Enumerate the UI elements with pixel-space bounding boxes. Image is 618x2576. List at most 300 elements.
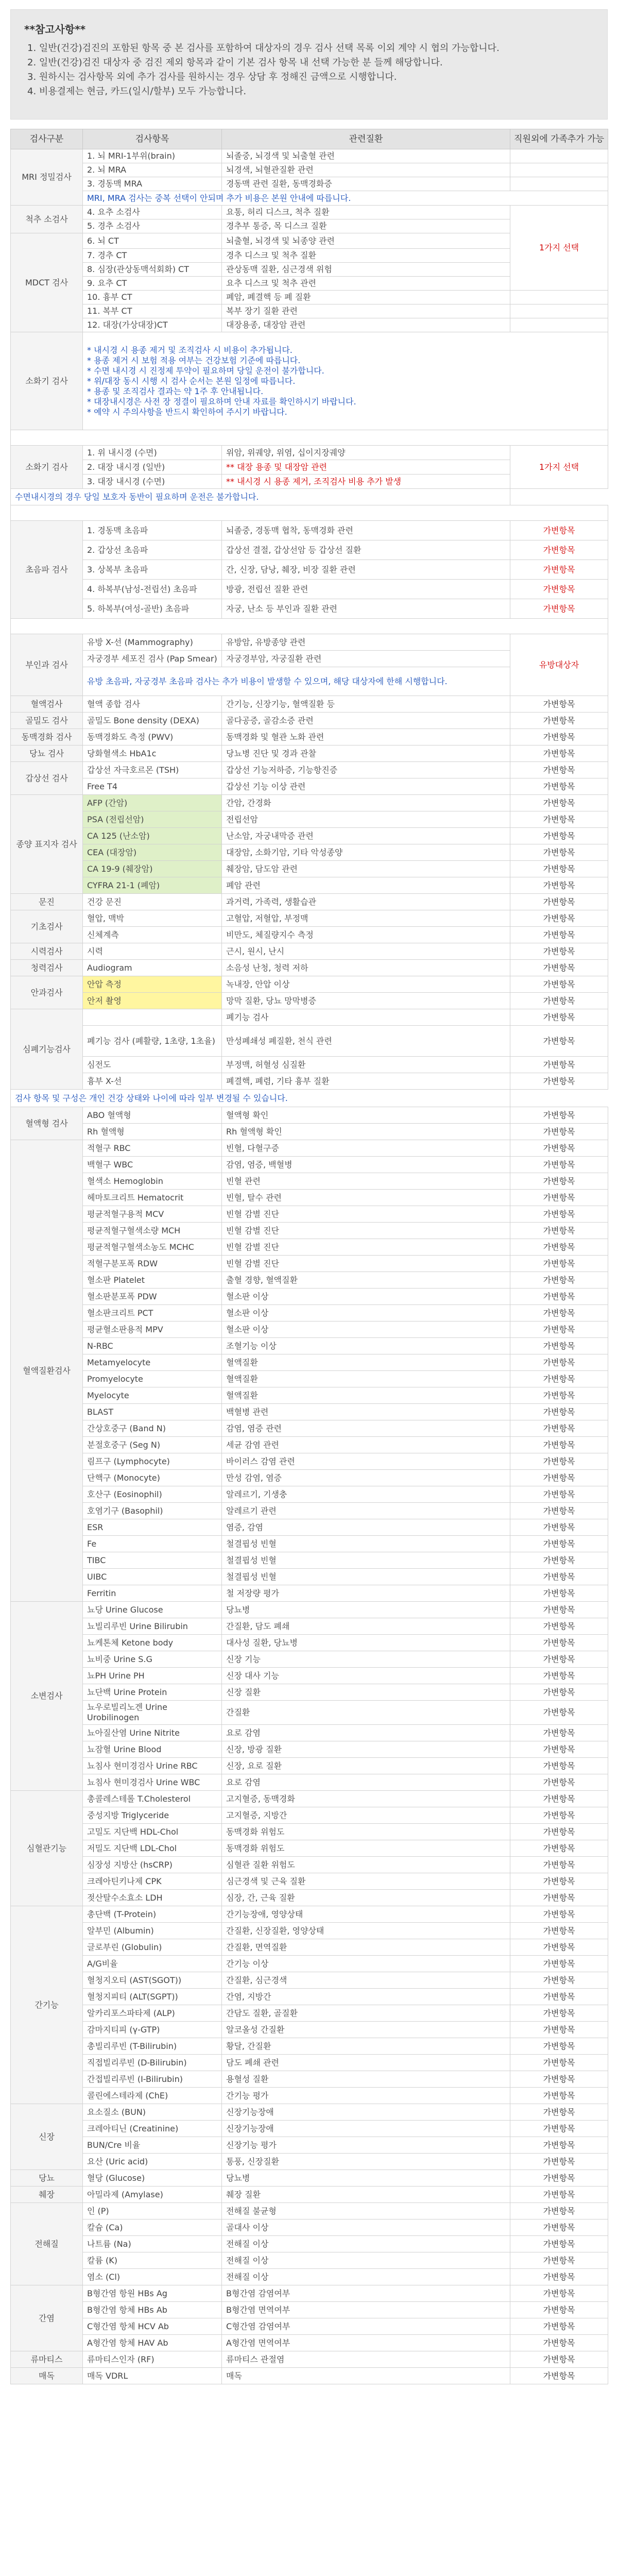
related-cell: 요통, 허리 디스크, 척추 질환 [222, 206, 510, 219]
item-cell: 아밀라제 (Amylase) [83, 2187, 222, 2203]
item-cell: Myelocyte [83, 1387, 222, 1404]
related-cell: 매독 [222, 2368, 510, 2384]
item-cell: 시력 [83, 943, 222, 960]
table-row [11, 1956, 608, 1972]
table-note: 유방 초음파, 자궁경부 초음파 검사는 추가 비용이 발생할 수 있으며, 해당 대상자에 한해 시행합니다. [83, 667, 510, 696]
item-cell: N-RBC [83, 1338, 222, 1354]
related-cell: 담도 폐쇄 관련 [222, 2055, 510, 2071]
table-row [11, 1289, 608, 1305]
extra-cell: 가변항목 [510, 1107, 608, 1124]
category-cell: 당뇨 [11, 2170, 83, 2187]
category-cell: 신장 [11, 2104, 83, 2170]
item-cell: 평균적혈구혈색소농도 MCHC [83, 1239, 222, 1256]
related-cell: 간질환, 면역질환 [222, 1939, 510, 1956]
notes-list [24, 41, 594, 99]
table-row [11, 560, 608, 580]
related-cell: 간질환 [222, 1701, 510, 1725]
related-cell: 신장, 요로 질환 [222, 1758, 510, 1774]
related-cell: 심근경색 및 근육 질환 [222, 1873, 510, 1890]
extra-cell: 가변항목 [510, 1774, 608, 1791]
item-cell: ABO 혈액형 [83, 1107, 222, 1124]
related-cell: ** 대장 용종 및 대장암 관련 [222, 460, 510, 474]
item-cell: CEA (대장암) [83, 844, 222, 861]
table-row [11, 2302, 608, 2318]
item-cell: 칼슘 (Ca) [83, 2219, 222, 2236]
note-row [11, 1090, 608, 1107]
spacer [11, 430, 608, 446]
extra-cell: 가변항목 [510, 560, 608, 580]
related-cell: 동맥경화 및 혈관 노화 관련 [222, 729, 510, 745]
item-cell: 요소질소 (BUN) [83, 2104, 222, 2121]
category-cell: MRI 정밀검사 [11, 149, 83, 206]
table-row [11, 1124, 608, 1140]
related-cell: 감염, 염증 관련 [222, 1420, 510, 1437]
related-cell: 혈액질환 [222, 1387, 510, 1404]
related-cell: 갑상선 기능 이상 관련 [222, 778, 510, 795]
related-cell: 류마티스 관절염 [222, 2351, 510, 2368]
item-cell: 1. 경동맥 초음파 [83, 521, 222, 540]
related-cell: 신장 기능 [222, 1651, 510, 1668]
related-cell: 요로 감염 [222, 1774, 510, 1791]
extra-cell: 가변항목 [510, 2368, 608, 2384]
item-cell: 혈색소 Hemoglobin [83, 1173, 222, 1190]
table-row [11, 1635, 608, 1651]
extra-cell: 가변항목 [510, 1453, 608, 1470]
spacer [11, 505, 608, 521]
related-cell: 난소암, 자궁내막증 관련 [222, 828, 510, 844]
item-cell: 4. 하복부(남성-전립선) 초음파 [83, 580, 222, 599]
item-cell: A형간염 항체 HAV Ab [83, 2335, 222, 2351]
category-cell: 매독 [11, 2368, 83, 2384]
extra-cell: 가변항목 [510, 976, 608, 993]
extra-cell: 가변항목 [510, 762, 608, 778]
related-cell: 대장용종, 대장암 관련 [222, 318, 510, 332]
related-cell: 간암, 간경화 [222, 795, 510, 811]
item-cell: 심전도 [83, 1057, 222, 1073]
extra-cell: 가변항목 [510, 2022, 608, 2038]
category-cell: 간염 [11, 2285, 83, 2351]
table-row [11, 1684, 608, 1701]
header-related: 관련질환 [222, 129, 510, 149]
item-cell: 단핵구 (Monocyte) [83, 1470, 222, 1486]
related-cell: 뇌졸중, 경동맥 협착, 동맥경화 관련 [222, 521, 510, 540]
extra-cell: 가변항목 [510, 2104, 608, 2121]
category-cell: 심혈관기능 [11, 1791, 83, 1906]
related-cell: C형간염 감염여부 [222, 2318, 510, 2335]
table-row [11, 2022, 608, 2038]
table-row [11, 1420, 608, 1437]
item-cell: 크레아티닌 (Creatinine) [83, 2121, 222, 2137]
related-cell: 간기능 평가 [222, 2088, 510, 2104]
extra-cell: 가변항목 [510, 1305, 608, 1321]
item-cell: 뇨잠혈 Urine Blood [83, 1741, 222, 1758]
category-cell: 소화기 검사 [11, 332, 83, 430]
item-cell: 뇨침사 현미경검사 Urine WBC [83, 1774, 222, 1791]
item-cell: 나트륨 (Na) [83, 2236, 222, 2252]
related-cell: 뇌출혈, 뇌경색 및 뇌종양 관련 [222, 233, 510, 249]
extra-cell: 가변항목 [510, 1387, 608, 1404]
table-row [11, 1668, 608, 1684]
related-cell: 간, 신장, 담낭, 췌장, 비장 질환 관련 [222, 560, 510, 580]
extra-cell: 가변항목 [510, 1758, 608, 1774]
table-row [11, 1569, 608, 1585]
table-row [11, 877, 608, 894]
table-row [11, 2170, 608, 2187]
item-cell: 크레아틴키나제 CPK [83, 1873, 222, 1890]
extra-cell: 가변항목 [510, 1840, 608, 1857]
item-cell: Free T4 [83, 778, 222, 795]
related-cell: 혈액질환 [222, 1371, 510, 1387]
extra-cell: 가변항목 [510, 1552, 608, 1569]
item-cell: 3. 대장 내시경 (수면) [83, 474, 222, 489]
table-row [11, 177, 608, 191]
related-cell: 조혈기능 이상 [222, 1338, 510, 1354]
related-cell: 고혈압, 저혈압, 부정맥 [222, 910, 510, 927]
related-cell: Rh 혈액형 확인 [222, 1124, 510, 1140]
table-row [11, 1519, 608, 1536]
table-row [11, 149, 608, 163]
extra-cell [510, 291, 608, 304]
table-row [11, 2219, 608, 2236]
related-cell: 신장기능장애 [222, 2121, 510, 2137]
item-cell: A/G비율 [83, 1956, 222, 1972]
item-cell: 유방 X-선 (Mammography) [83, 634, 222, 651]
category-cell: 척추 소검사 [11, 206, 83, 233]
extra-cell: 가변항목 [510, 877, 608, 894]
related-cell: 간질환, 심근경색 [222, 1972, 510, 1989]
table-row [11, 2269, 608, 2285]
table-row [11, 304, 608, 318]
item-cell: 10. 흉부 CT [83, 291, 222, 304]
table-row [11, 1026, 608, 1057]
extra-cell: 가변항목 [510, 729, 608, 745]
category-cell: 골밀도 검사 [11, 713, 83, 729]
table-row [11, 1503, 608, 1519]
table-row [11, 1387, 608, 1404]
item-cell: 총콜레스테롤 T.Cholesterol [83, 1791, 222, 1807]
item-cell: B형간염 항체 HBs Ab [83, 2302, 222, 2318]
table-row [11, 1585, 608, 1602]
related-cell: 폐결핵, 폐렴, 기타 흉부 질환 [222, 1073, 510, 1090]
category-cell: 시력검사 [11, 943, 83, 960]
related-cell: 고지혈증, 지방간 [222, 1807, 510, 1824]
table-row [11, 861, 608, 877]
extra-cell [510, 177, 608, 191]
table-row [11, 1701, 608, 1725]
item-cell: 8. 심장(관상동맥석회화) CT [83, 263, 222, 277]
extra-cell: 가변항목 [510, 828, 608, 844]
category-cell: 동맥경화 검사 [11, 729, 83, 745]
extra-cell: 가변항목 [510, 1009, 608, 1026]
related-cell: 혈소판 이상 [222, 1321, 510, 1338]
extra-cell: 가변항목 [510, 2154, 608, 2170]
table-row [11, 2088, 608, 2104]
table-row [11, 2071, 608, 2088]
extra-cell: 가변항목 [510, 1989, 608, 2005]
related-cell: 혈소판 이상 [222, 1289, 510, 1305]
table-row [11, 1741, 608, 1758]
extra-cell [510, 149, 608, 163]
extra-cell: 가변항목 [510, 2137, 608, 2154]
table-row [11, 1321, 608, 1338]
related-cell: 철 저장량 평가 [222, 1585, 510, 1602]
related-cell: 동맥경화 위험도 [222, 1840, 510, 1857]
table-row [11, 1906, 608, 1923]
item-cell: Audiogram [83, 960, 222, 976]
extra-cell: 가변항목 [510, 2121, 608, 2137]
extra-cell: 가변항목 [510, 1289, 608, 1305]
extra-cell: 가변항목 [510, 1857, 608, 1873]
table-row [11, 1371, 608, 1387]
item-cell: 뇨비중 Urine S.G [83, 1651, 222, 1668]
table-row [11, 2203, 608, 2219]
table-row [11, 163, 608, 177]
table-row [11, 1073, 608, 1090]
item-cell: 흉부 X-선 [83, 1073, 222, 1090]
extra-cell: 가변항목 [510, 1906, 608, 1923]
category-cell: 청력검사 [11, 960, 83, 976]
item-cell: 매독 VDRL [83, 2368, 222, 2384]
extra-cell: 가변항목 [510, 993, 608, 1009]
extra-cell: 가변항목 [510, 1569, 608, 1585]
category-cell: 전해질 [11, 2203, 83, 2285]
extra-cell: 1가지 선택 [510, 206, 608, 291]
item-cell: 혈소판 Platelet [83, 1272, 222, 1289]
item-cell: 적혈구 RBC [83, 1140, 222, 1157]
header-category: 검사구분 [11, 129, 83, 149]
related-cell: 빈혈, 다혈구증 [222, 1140, 510, 1157]
item-cell: Ferritin [83, 1585, 222, 1602]
item-cell: 백혈구 WBC [83, 1157, 222, 1173]
item-cell: 뇨아질산염 Urine Nitrite [83, 1725, 222, 1741]
related-cell: 간담도 질환, 골질환 [222, 2005, 510, 2022]
table-row [11, 1437, 608, 1453]
related-cell: 망막 질환, 당뇨 망막병증 [222, 993, 510, 1009]
table-row [11, 1453, 608, 1470]
related-cell: 췌장암, 담도암 관련 [222, 861, 510, 877]
extra-cell: 가변항목 [510, 1140, 608, 1157]
table-row [11, 828, 608, 844]
related-cell: 경추 디스크 및 척추 질환 [222, 249, 510, 263]
extra-cell: 가변항목 [510, 1173, 608, 1190]
item-cell: Rh 혈액형 [83, 1124, 222, 1140]
related-cell: 비만도, 체질량지수 측정 [222, 927, 510, 943]
table-row [11, 713, 608, 729]
category-cell: 류마티스 [11, 2351, 83, 2368]
extra-cell: 가변항목 [510, 910, 608, 927]
category-cell: 종양 표지자 검사 [11, 795, 83, 894]
extra-cell: 가변항목 [510, 1354, 608, 1371]
related-cell: 대사성 질환, 당뇨병 [222, 1635, 510, 1651]
table-row [11, 1470, 608, 1486]
table-row [11, 1791, 608, 1807]
extra-cell: 가변항목 [510, 1026, 608, 1057]
item-cell: 뇨침사 현미경검사 Urine RBC [83, 1758, 222, 1774]
item-cell: 2. 뇌 MRA [83, 163, 222, 177]
category-cell: 소화기 검사 [11, 446, 83, 489]
item-cell: 간접빌리루빈 (I-Bilirubin) [83, 2071, 222, 2088]
table-row [11, 2137, 608, 2154]
extra-cell: 가변항목 [510, 894, 608, 910]
extra-cell: 가변항목 [510, 1873, 608, 1890]
table-row [11, 332, 608, 430]
table-row [11, 1972, 608, 1989]
related-cell: 관상동맥 질환, 심근경색 위험 [222, 263, 510, 277]
extra-cell: 가변항목 [510, 2219, 608, 2236]
item-cell: 혈당 (Glucose) [83, 2170, 222, 2187]
extra-cell: 가변항목 [510, 1972, 608, 1989]
table-row [11, 318, 608, 332]
table-row [11, 446, 608, 460]
table-row [11, 943, 608, 960]
extra-cell: 가변항목 [510, 521, 608, 540]
item-cell: 3. 경동맥 MRA [83, 177, 222, 191]
category-cell: 혈액검사 [11, 696, 83, 713]
related-cell: 간질환, 신장질환, 영양상태 [222, 1923, 510, 1939]
item-cell: 뇨PH Urine PH [83, 1668, 222, 1684]
related-cell: 간기능 이상 [222, 1956, 510, 1972]
item-cell: 중성지방 Triglyceride [83, 1807, 222, 1824]
extra-cell: 가변항목 [510, 1073, 608, 1090]
table-row [11, 2351, 608, 2368]
item-cell: 혈액 종합 검사 [83, 696, 222, 713]
extra-cell: 가변항목 [510, 1585, 608, 1602]
item-cell [83, 1009, 222, 1026]
table-row [11, 2285, 608, 2302]
item-cell: 감마지티피 (γ-GTP) [83, 2022, 222, 2038]
extra-cell: 가변항목 [510, 1437, 608, 1453]
extra-cell: 가변항목 [510, 1420, 608, 1437]
header-item: 검사항목 [83, 129, 222, 149]
table-row [11, 745, 608, 762]
extra-cell [510, 304, 608, 318]
related-cell: 신장기능장애 [222, 2104, 510, 2121]
item-cell: 안저 촬영 [83, 993, 222, 1009]
table-row [11, 762, 608, 778]
extra-cell: 가변항목 [510, 778, 608, 795]
table-row [11, 910, 608, 927]
table-row [11, 1404, 608, 1420]
related-cell: 빈혈, 탈수 관련 [222, 1190, 510, 1206]
extra-cell: 가변항목 [510, 2252, 608, 2269]
extra-cell: 가변항목 [510, 1503, 608, 1519]
table-note: MRI, MRA 검사는 중복 선택이 안되며 추가 비용은 본원 안내에 따릅니다. [83, 191, 608, 206]
item-cell: B형간염 항원 HBs Ag [83, 2285, 222, 2302]
item-cell: 혈소판크리트 PCT [83, 1305, 222, 1321]
item-cell: 혈청지피티 (ALT(SGPT)) [83, 1989, 222, 2005]
extra-cell: 가변항목 [510, 1890, 608, 1906]
extra-cell: 가변항목 [510, 1923, 608, 1939]
item-cell: AFP (간암) [83, 795, 222, 811]
related-cell: 요추 디스크 및 척추 관련 [222, 277, 510, 291]
extra-cell: 가변항목 [510, 2269, 608, 2285]
extra-cell: 가변항목 [510, 1602, 608, 1618]
table-row [11, 2104, 608, 2121]
extra-cell: 가변항목 [510, 844, 608, 861]
table-row [11, 1840, 608, 1857]
extra-cell: 가변항목 [510, 1124, 608, 1140]
category-cell: 간기능 [11, 1906, 83, 2104]
notes-box [10, 9, 608, 120]
item-cell: 호산구 (Eosinophil) [83, 1486, 222, 1503]
item-cell: 1. 뇌 MRI-1부위(brain) [83, 149, 222, 163]
table-row [11, 1989, 608, 2005]
spacer [11, 619, 608, 634]
item-cell: 4. 요추 소검사 [83, 206, 222, 219]
related-cell: 경추부 통증, 목 디스크 질환 [222, 219, 510, 233]
extra-cell: 가변항목 [510, 2187, 608, 2203]
table-row [11, 1824, 608, 1840]
spacer-row [11, 619, 608, 634]
item-cell: 적혈구분포폭 RDW [83, 1256, 222, 1272]
related-cell: 골다공증, 골감소증 관련 [222, 713, 510, 729]
item-cell: TIBC [83, 1552, 222, 1569]
category-cell: 당뇨 검사 [11, 745, 83, 762]
extra-cell: 가변항목 [510, 1618, 608, 1635]
item-cell: ESR [83, 1519, 222, 1536]
notes-title: **참고사항** [24, 23, 86, 36]
item-cell: BLAST [83, 1404, 222, 1420]
related-cell: 전해질 이상 [222, 2269, 510, 2285]
notes-item: 1. 일반(건강)검진의 포함된 항목 중 본 검사를 포함하여 대상자의 경우 검사 선택 목록 이외 계약 시 협의 가능합니다. [27, 43, 500, 54]
table-row [11, 1857, 608, 1873]
extra-cell: 가변항목 [510, 1321, 608, 1338]
related-cell: 당뇨병 진단 및 경과 관찰 [222, 745, 510, 762]
related-cell: 철결핍성 빈혈 [222, 1569, 510, 1585]
table-row [11, 1486, 608, 1503]
related-cell: 혈액형 확인 [222, 1107, 510, 1124]
table-row [11, 1618, 608, 1635]
item-cell: Metamyelocyte [83, 1354, 222, 1371]
note-row [11, 191, 608, 206]
related-cell: 만성 감염, 염증 [222, 1470, 510, 1486]
related-cell: 동맥경화 위험도 [222, 1824, 510, 1840]
extra-cell: 가변항목 [510, 960, 608, 976]
item-cell: 뇨빌리루빈 Urine Bilirubin [83, 1618, 222, 1635]
related-cell: 전해질 이상 [222, 2252, 510, 2269]
related-cell: 당뇨병 [222, 2170, 510, 2187]
table-row [11, 2055, 608, 2071]
item-cell: 3. 상복부 초음파 [83, 560, 222, 580]
related-cell: 간기능장애, 영양상태 [222, 1906, 510, 1923]
table-row [11, 894, 608, 910]
related-cell: 빈혈 감별 진단 [222, 1256, 510, 1272]
table-row [11, 844, 608, 861]
extra-cell: 가변항목 [510, 1057, 608, 1073]
item-cell: 안압 측정 [83, 976, 222, 993]
table-row [11, 1725, 608, 1741]
table-row [11, 811, 608, 828]
extra-cell: 가변항목 [510, 1404, 608, 1420]
category-cell: 부인과 검사 [11, 634, 83, 696]
related-cell: 빈혈 감별 진단 [222, 1206, 510, 1223]
item-cell: 자궁경부 세포진 검사 (Pap Smear) [83, 651, 222, 667]
category-cell: 안과검사 [11, 976, 83, 1009]
extra-cell: 가변항목 [510, 1486, 608, 1503]
table-row [11, 1552, 608, 1569]
table-row [11, 1536, 608, 1552]
extra-cell: 가변항목 [510, 1206, 608, 1223]
related-cell: 심혈관 질환 위험도 [222, 1857, 510, 1873]
item-cell: 호염기구 (Basophil) [83, 1503, 222, 1519]
extra-cell [510, 318, 608, 332]
extra-cell: 가변항목 [510, 1939, 608, 1956]
table-row [11, 1223, 608, 1239]
item-cell: 뇨당 Urine Glucose [83, 1602, 222, 1618]
related-cell: 소음성 난청, 청력 저하 [222, 960, 510, 976]
extra-cell: 가변항목 [510, 943, 608, 960]
item-cell: 알카리포스파타제 (ALP) [83, 2005, 222, 2022]
